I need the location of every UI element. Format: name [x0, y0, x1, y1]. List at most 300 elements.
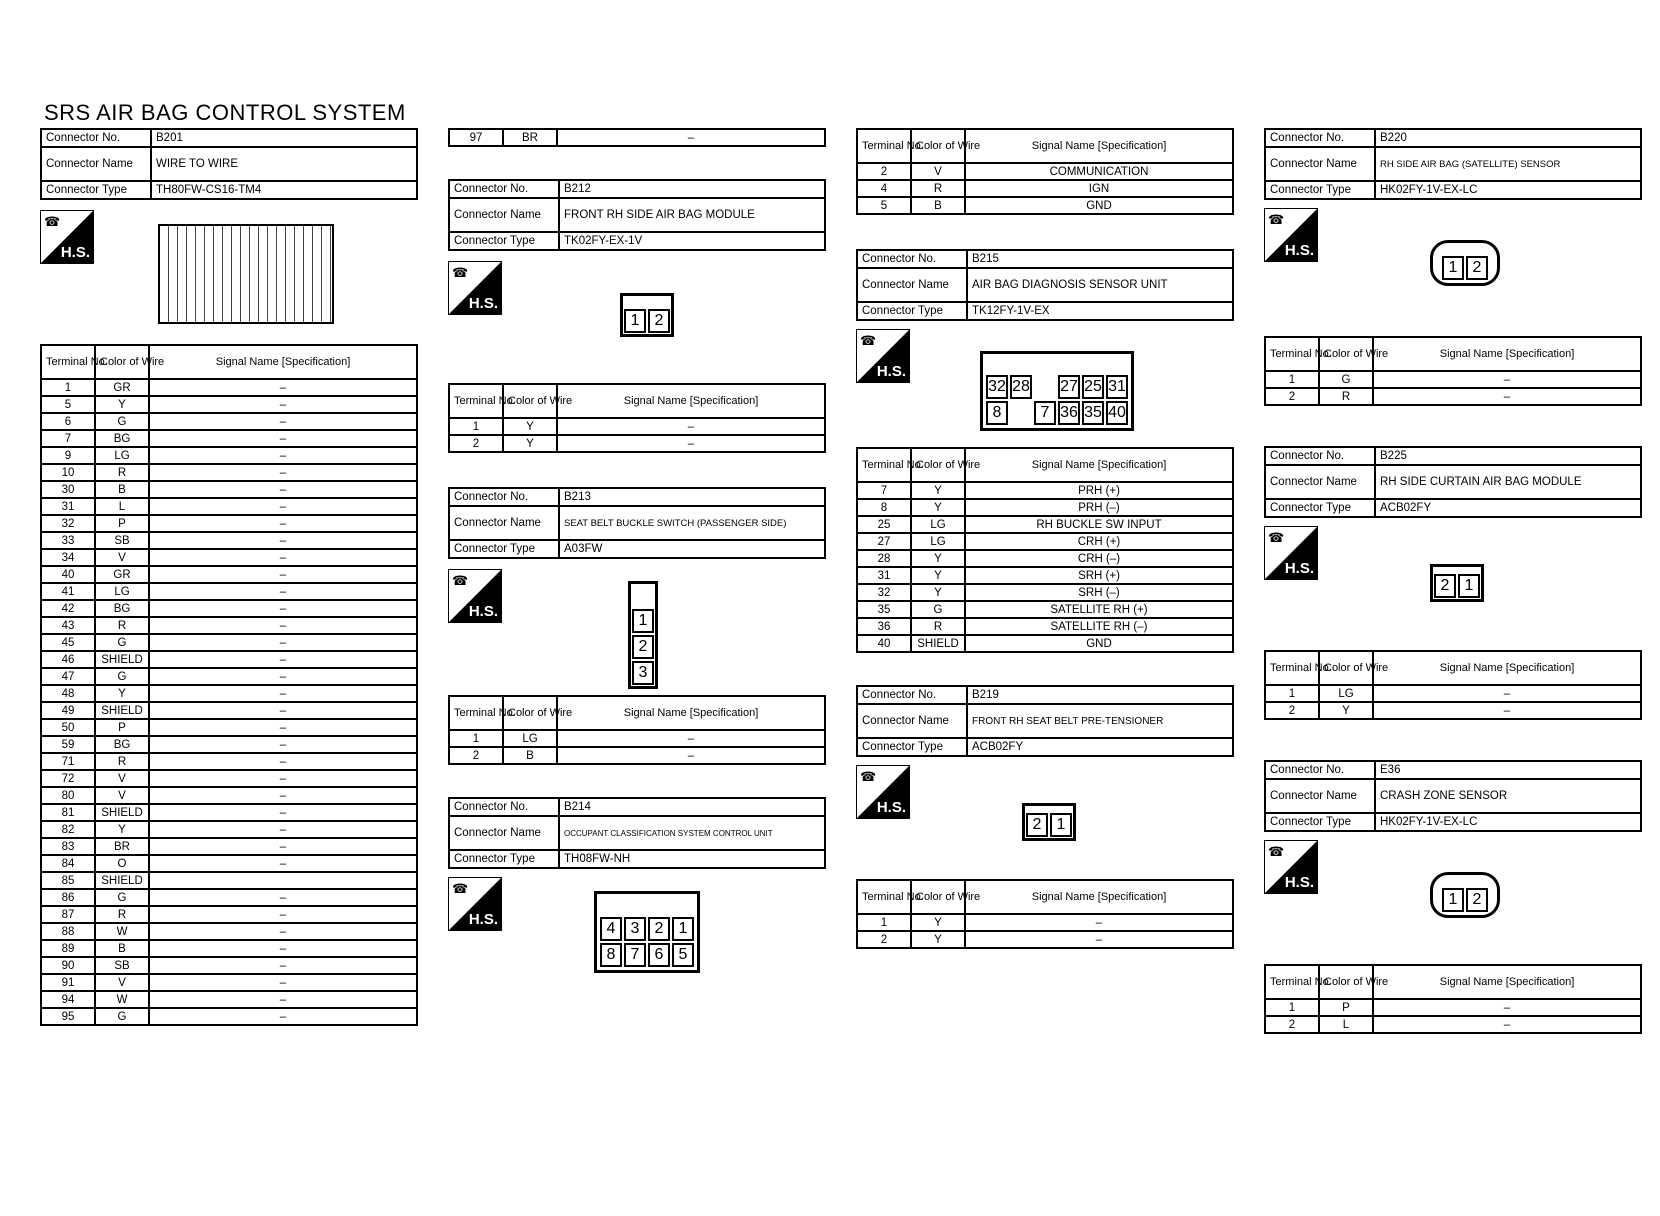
color-of-wire-header: Color of Wire [1319, 651, 1373, 685]
signal-name-cell: – [149, 957, 417, 974]
wire-color-cell: Y [503, 418, 557, 435]
signal-name-cell: PRH (–) [965, 499, 1233, 516]
signal-name-header: Signal Name [Specification] [557, 696, 825, 730]
connector-b201 [40, 128, 418, 1026]
connector-no-label: Connector No. [857, 250, 967, 268]
signal-name-cell: CRH (–) [965, 550, 1233, 567]
signal-name-cell: – [149, 481, 417, 498]
signal-name-cell: – [149, 651, 417, 668]
connector-pin: 2 [648, 917, 670, 941]
terminal-row [41, 770, 417, 787]
terminal-row [41, 957, 417, 974]
signal-name-cell: – [149, 379, 417, 396]
terminal-no-cell: 33 [41, 532, 95, 549]
terminal-no-cell: 9 [41, 447, 95, 464]
connector-pin: 2 [1026, 813, 1048, 837]
terminal-no-header: Terminal No. [857, 880, 911, 914]
wire-color-cell: BG [95, 430, 149, 447]
connector-name-label: Connector Name [1265, 465, 1375, 499]
wire-color-cell: Y [911, 567, 965, 584]
terminal-no-cell: 1 [449, 730, 503, 747]
harness-side-icon: ☎ H.S. [448, 261, 502, 315]
wire-color-cell: Y [95, 396, 149, 413]
connector-pin: 31 [1106, 375, 1128, 399]
wire-color-cell: Y [911, 584, 965, 601]
terminal-no-cell: 28 [857, 550, 911, 567]
terminal-no-cell: 87 [41, 906, 95, 923]
terminal-row [449, 435, 825, 452]
signal-name-cell: – [1373, 1016, 1641, 1033]
terminal-no-cell: 1 [41, 379, 95, 396]
terminal-no-cell: 41 [41, 583, 95, 600]
terminal-no-header: Terminal No. [1265, 965, 1319, 999]
connector-type-label: Connector Type [449, 540, 559, 558]
connector-type-label: Connector Type [857, 302, 967, 320]
connector-pin [1010, 401, 1032, 425]
connector-name-value: OCCUPANT CLASSIFICATION SYSTEM CONTROL UNIT [559, 816, 825, 850]
connector-name-value: SEAT BELT BUCKLE SWITCH (PASSENGER SIDE) [559, 506, 825, 540]
terminal-no-cell: 48 [41, 685, 95, 702]
terminal-row [41, 430, 417, 447]
wire-color-cell: G [95, 889, 149, 906]
signal-name-cell: – [149, 855, 417, 872]
terminal-no-cell: 1 [449, 418, 503, 435]
color-of-wire-header: Color of Wire [1319, 337, 1373, 371]
terminal-no-cell: 4 [857, 180, 911, 197]
connector-pin: 1 [1442, 256, 1464, 280]
wire-color-cell: G [95, 1008, 149, 1025]
connector-pin: 2 [648, 309, 670, 333]
wire-color-cell: SHIELD [95, 651, 149, 668]
color-of-wire-header: Color of Wire [911, 129, 965, 163]
connector-no-label: Connector No. [1265, 129, 1375, 147]
harness-side-icon: ☎ H.S. [856, 329, 910, 383]
connector-b219-face-diagram [1022, 803, 1076, 841]
terminal-no-cell: 83 [41, 838, 95, 855]
terminal-row [41, 804, 417, 821]
signal-name-cell: – [1373, 702, 1641, 719]
signal-name-cell: – [557, 435, 825, 452]
column-3 [856, 128, 1234, 949]
wire-color-cell: Y [503, 435, 557, 452]
signal-name-cell: – [149, 685, 417, 702]
connector-b212 [448, 179, 826, 453]
terminal-row [857, 499, 1233, 516]
terminal-row [857, 635, 1233, 652]
terminal-no-cell: 47 [41, 668, 95, 685]
terminal-no-cell: 7 [41, 430, 95, 447]
wire-color-cell: P [1319, 999, 1373, 1016]
connector-pin: 2 [1434, 574, 1456, 598]
terminal-row [41, 396, 417, 413]
signal-name-cell: CRH (+) [965, 533, 1233, 550]
harness-side-icon: ☎ H.S. [1264, 208, 1318, 262]
terminal-no-cell: 5 [857, 197, 911, 214]
terminal-row [857, 931, 1233, 948]
signal-name-cell: SRH (+) [965, 567, 1233, 584]
terminal-row [41, 668, 417, 685]
terminal-no-cell: 7 [857, 482, 911, 499]
signal-name-header: Signal Name [Specification] [965, 448, 1233, 482]
connector-name-value: RH SIDE CURTAIN AIR BAG MODULE [1375, 465, 1641, 499]
terminal-no-header: Terminal No. [857, 129, 911, 163]
wire-color-cell: Y [911, 914, 965, 931]
wire-color-cell: V [911, 163, 965, 180]
terminal-row [1265, 1016, 1641, 1033]
terminal-no-cell: 36 [857, 618, 911, 635]
terminal-no-cell: 88 [41, 923, 95, 940]
color-of-wire-header: Color of Wire [1319, 965, 1373, 999]
terminal-no-cell: 2 [1265, 702, 1319, 719]
connector-no-value: B212 [559, 180, 825, 198]
terminal-row [41, 379, 417, 396]
signal-name-cell: – [149, 464, 417, 481]
terminal-row [857, 618, 1233, 635]
terminal-no-cell: 81 [41, 804, 95, 821]
signal-name-cell: – [557, 730, 825, 747]
terminal-no-cell: 94 [41, 991, 95, 1008]
signal-name-cell: RH BUCKLE SW INPUT [965, 516, 1233, 533]
terminal-no-header: Terminal No. [857, 448, 911, 482]
connector-no-value: E36 [1375, 761, 1641, 779]
wire-color-cell: R [95, 464, 149, 481]
harness-side-icon: ☎ H.S. [448, 877, 502, 931]
connector-no-value: B201 [151, 129, 417, 147]
terminal-row [41, 872, 417, 889]
terminal-no-cell: 82 [41, 821, 95, 838]
terminal-no-cell: 91 [41, 974, 95, 991]
wire-color-cell: R [95, 617, 149, 634]
signal-name-cell: – [149, 515, 417, 532]
connector-pin: 7 [624, 943, 646, 967]
signal-name-cell: – [557, 747, 825, 764]
terminal-no-cell: 5 [41, 396, 95, 413]
signal-name-cell: GND [965, 635, 1233, 652]
connector-b225 [1264, 446, 1642, 720]
connector-type-label: Connector Type [1265, 181, 1375, 199]
color-of-wire-header: Color of Wire [95, 345, 149, 379]
connector-b220-face-diagram [1430, 240, 1500, 286]
connector-type-value: TK12FY-1V-EX [967, 302, 1233, 320]
wire-color-cell: BR [95, 838, 149, 855]
signal-name-cell: – [557, 129, 825, 146]
wire-color-cell: LG [911, 533, 965, 550]
terminal-row [41, 838, 417, 855]
signal-name-header: Signal Name [Specification] [557, 384, 825, 418]
connector-no-value: B215 [967, 250, 1233, 268]
connector-pin: 6 [648, 943, 670, 967]
terminal-no-cell: 40 [857, 635, 911, 652]
terminal-row [449, 747, 825, 764]
terminal-row [41, 923, 417, 940]
connector-type-label: Connector Type [1265, 499, 1375, 517]
connector-pin: 5 [672, 943, 694, 967]
terminal-no-cell: 10 [41, 464, 95, 481]
terminal-no-header: Terminal No. [1265, 651, 1319, 685]
harness-side-icon: ☎ H.S. [856, 765, 910, 819]
signal-name-cell: SATELLITE RH (–) [965, 618, 1233, 635]
terminal-no-cell: 59 [41, 736, 95, 753]
terminal-no-cell: 85 [41, 872, 95, 889]
connector-b215-face-diagram [980, 351, 1134, 431]
connector-pin: 27 [1058, 375, 1080, 399]
signal-name-cell: – [149, 634, 417, 651]
terminal-no-cell: 32 [41, 515, 95, 532]
connector-info-table [40, 128, 418, 200]
wire-color-cell: R [911, 618, 965, 635]
signal-name-cell: – [965, 931, 1233, 948]
connector-b220 [1264, 128, 1642, 406]
terminal-row [41, 991, 417, 1008]
wire-color-cell: SHIELD [95, 804, 149, 821]
connector-pin: 36 [1058, 401, 1080, 425]
terminal-row [857, 533, 1233, 550]
terminal-row [449, 418, 825, 435]
signal-name-header: Signal Name [Specification] [149, 345, 417, 379]
terminal-no-cell: 32 [857, 584, 911, 601]
terminal-no-cell: 25 [857, 516, 911, 533]
signal-name-cell: – [149, 821, 417, 838]
terminal-no-cell: 6 [41, 413, 95, 430]
connector-pin: 1 [1050, 813, 1072, 837]
connector-name-value: CRASH ZONE SENSOR [1375, 779, 1641, 813]
terminal-table-b220 [1264, 336, 1642, 406]
terminal-table-b215-top [856, 128, 1234, 215]
connector-b214 [448, 797, 826, 969]
signal-name-cell: – [1373, 388, 1641, 405]
terminal-row [41, 532, 417, 549]
connector-type-label: Connector Type [41, 181, 151, 199]
signal-name-cell: – [149, 889, 417, 906]
wire-color-cell: LG [95, 447, 149, 464]
connector-b225-face-diagram [1430, 564, 1484, 602]
connector-no-value: B214 [559, 798, 825, 816]
signal-name-cell: – [149, 719, 417, 736]
wire-color-cell: O [95, 855, 149, 872]
wire-color-cell: G [95, 413, 149, 430]
connector-name-label: Connector Name [857, 704, 967, 738]
color-of-wire-header: Color of Wire [503, 696, 557, 730]
connector-no-label: Connector No. [1265, 447, 1375, 465]
connector-name-label: Connector Name [1265, 779, 1375, 813]
terminal-no-cell: 50 [41, 719, 95, 736]
wire-color-cell: LG [1319, 685, 1373, 702]
terminal-row [41, 940, 417, 957]
terminal-row [41, 855, 417, 872]
terminal-row [449, 129, 825, 146]
terminal-row [41, 481, 417, 498]
connector-pin: 1 [672, 917, 694, 941]
harness-side-icon: ☎ H.S. [40, 210, 94, 264]
wire-color-cell: L [95, 498, 149, 515]
terminal-row [41, 906, 417, 923]
connector-type-value: TH08FW-NH [559, 850, 825, 868]
terminal-row [1265, 999, 1641, 1016]
terminal-row [41, 498, 417, 515]
connector-name-value: AIR BAG DIAGNOSIS SENSOR UNIT [967, 268, 1233, 302]
connector-name-value: FRONT RH SEAT BELT PRE-TENSIONER [967, 704, 1233, 738]
signal-name-cell: – [149, 498, 417, 515]
wire-color-cell: B [503, 747, 557, 764]
connector-pin: 28 [1010, 375, 1032, 399]
connector-name-label: Connector Name [41, 147, 151, 181]
wire-color-cell: V [95, 770, 149, 787]
terminal-row [857, 550, 1233, 567]
connector-no-value: B220 [1375, 129, 1641, 147]
terminal-no-cell: 2 [857, 931, 911, 948]
signal-name-cell: – [149, 532, 417, 549]
connector-pin: 2 [1466, 888, 1488, 912]
connector-no-label: Connector No. [449, 488, 559, 506]
connector-type-value: TK02FY-EX-1V [559, 232, 825, 250]
connector-b214-face-diagram [594, 891, 700, 973]
wire-color-cell: G [95, 668, 149, 685]
connector-type-value: HK02FY-1V-EX-LC [1375, 181, 1641, 199]
terminal-row [41, 566, 417, 583]
connector-pin: 8 [600, 943, 622, 967]
terminal-row [857, 567, 1233, 584]
wire-color-cell: G [911, 601, 965, 618]
signal-name-cell: – [149, 940, 417, 957]
signal-name-cell: – [149, 413, 417, 430]
terminal-no-cell: 34 [41, 549, 95, 566]
signal-name-cell: – [149, 1008, 417, 1025]
wire-color-cell: Y [95, 821, 149, 838]
wire-color-cell: L [1319, 1016, 1373, 1033]
connector-name-value: FRONT RH SIDE AIR BAG MODULE [559, 198, 825, 232]
signal-name-cell: COMMUNICATION [965, 163, 1233, 180]
connector-name-value: RH SIDE AIR BAG (SATELLITE) SENSOR [1375, 147, 1641, 181]
connector-name-label: Connector Name [857, 268, 967, 302]
wire-color-cell: B [95, 940, 149, 957]
connector-name-label: Connector Name [449, 816, 559, 850]
connector-type-label: Connector Type [449, 850, 559, 868]
wire-color-cell: Y [911, 499, 965, 516]
terminal-row [857, 197, 1233, 214]
wire-color-cell: GR [95, 566, 149, 583]
connector-type-value: ACB02FY [1375, 499, 1641, 517]
connector-b219 [856, 685, 1234, 949]
connector-name-label: Connector Name [449, 198, 559, 232]
terminal-no-cell: 8 [857, 499, 911, 516]
connector-pin: 1 [632, 609, 654, 633]
wire-color-cell: SHIELD [95, 872, 149, 889]
terminal-no-cell: 90 [41, 957, 95, 974]
signal-name-cell: – [149, 753, 417, 770]
terminal-no-cell: 72 [41, 770, 95, 787]
signal-name-cell: – [149, 804, 417, 821]
terminal-no-cell: 30 [41, 481, 95, 498]
signal-name-header: Signal Name [Specification] [1373, 651, 1641, 685]
terminal-row [857, 914, 1233, 931]
terminal-no-cell: 45 [41, 634, 95, 651]
signal-name-cell: – [149, 583, 417, 600]
connector-no-label: Connector No. [449, 180, 559, 198]
harness-side-icon: ☎ H.S. [1264, 840, 1318, 894]
connector-b201-face-diagram [158, 224, 334, 324]
terminal-row [41, 549, 417, 566]
terminal-table-b213 [448, 695, 826, 765]
connector-type-label: Connector Type [857, 738, 967, 756]
wire-color-cell: SHIELD [911, 635, 965, 652]
connector-pin: 25 [1082, 375, 1104, 399]
column-2 [448, 128, 826, 969]
terminal-row [449, 730, 825, 747]
terminal-no-cell: 31 [41, 498, 95, 515]
terminal-no-cell: 1 [1265, 999, 1319, 1016]
terminal-no-cell: 27 [857, 533, 911, 550]
terminal-row [41, 583, 417, 600]
terminal-row [41, 600, 417, 617]
terminal-table-b215 [856, 447, 1234, 653]
signal-name-cell: – [1373, 999, 1641, 1016]
connector-type-label: Connector Type [449, 232, 559, 250]
terminal-row [41, 464, 417, 481]
wire-color-cell: B [911, 197, 965, 214]
connector-no-label: Connector No. [1265, 761, 1375, 779]
signal-name-cell: IGN [965, 180, 1233, 197]
terminal-row [1265, 371, 1641, 388]
wire-color-cell: SB [95, 957, 149, 974]
signal-name-header: Signal Name [Specification] [1373, 337, 1641, 371]
connector-type-label: Connector Type [1265, 813, 1375, 831]
terminal-row [41, 1008, 417, 1025]
terminal-row [857, 584, 1233, 601]
connector-name-label: Connector Name [1265, 147, 1375, 181]
signal-name-cell: – [965, 914, 1233, 931]
wire-color-cell: BG [95, 736, 149, 753]
connector-pin: 35 [1082, 401, 1104, 425]
connector-pin: 40 [1106, 401, 1128, 425]
connector-name-label: Connector Name [449, 506, 559, 540]
connector-pin: 1 [1442, 888, 1464, 912]
connector-b213-face-diagram [628, 581, 658, 689]
signal-name-cell: SRH (–) [965, 584, 1233, 601]
connector-no-label: Connector No. [41, 129, 151, 147]
terminal-table-b219 [856, 879, 1234, 949]
terminal-no-cell: 43 [41, 617, 95, 634]
signal-name-cell: – [149, 991, 417, 1008]
signal-name-cell: – [149, 787, 417, 804]
terminal-table-b212 [448, 383, 826, 453]
terminal-no-cell: 2 [1265, 388, 1319, 405]
connector-no-label: Connector No. [857, 686, 967, 704]
wire-color-cell: W [95, 923, 149, 940]
terminal-no-header: Terminal No. [41, 345, 95, 379]
connector-b215 [856, 249, 1234, 653]
signal-name-cell: – [149, 396, 417, 413]
wire-color-cell: LG [911, 516, 965, 533]
harness-side-icon: ☎ H.S. [448, 569, 502, 623]
signal-name-cell: – [149, 702, 417, 719]
connector-type-value: TH80FW-CS16-TM4 [151, 181, 417, 199]
signal-name-cell: – [149, 974, 417, 991]
terminal-row [41, 889, 417, 906]
terminal-table-b201-continued [448, 128, 826, 147]
signal-name-cell: – [1373, 371, 1641, 388]
wire-color-cell: G [95, 634, 149, 651]
terminal-no-cell: 97 [449, 129, 503, 146]
wire-color-cell: Y [911, 931, 965, 948]
terminal-no-cell: 95 [41, 1008, 95, 1025]
terminal-no-cell: 1 [1265, 371, 1319, 388]
terminal-row [41, 719, 417, 736]
wire-color-cell: BR [503, 129, 557, 146]
terminal-row [41, 753, 417, 770]
connector-pin: 1 [624, 309, 646, 333]
wire-color-cell: R [911, 180, 965, 197]
terminal-no-cell: 1 [857, 914, 911, 931]
